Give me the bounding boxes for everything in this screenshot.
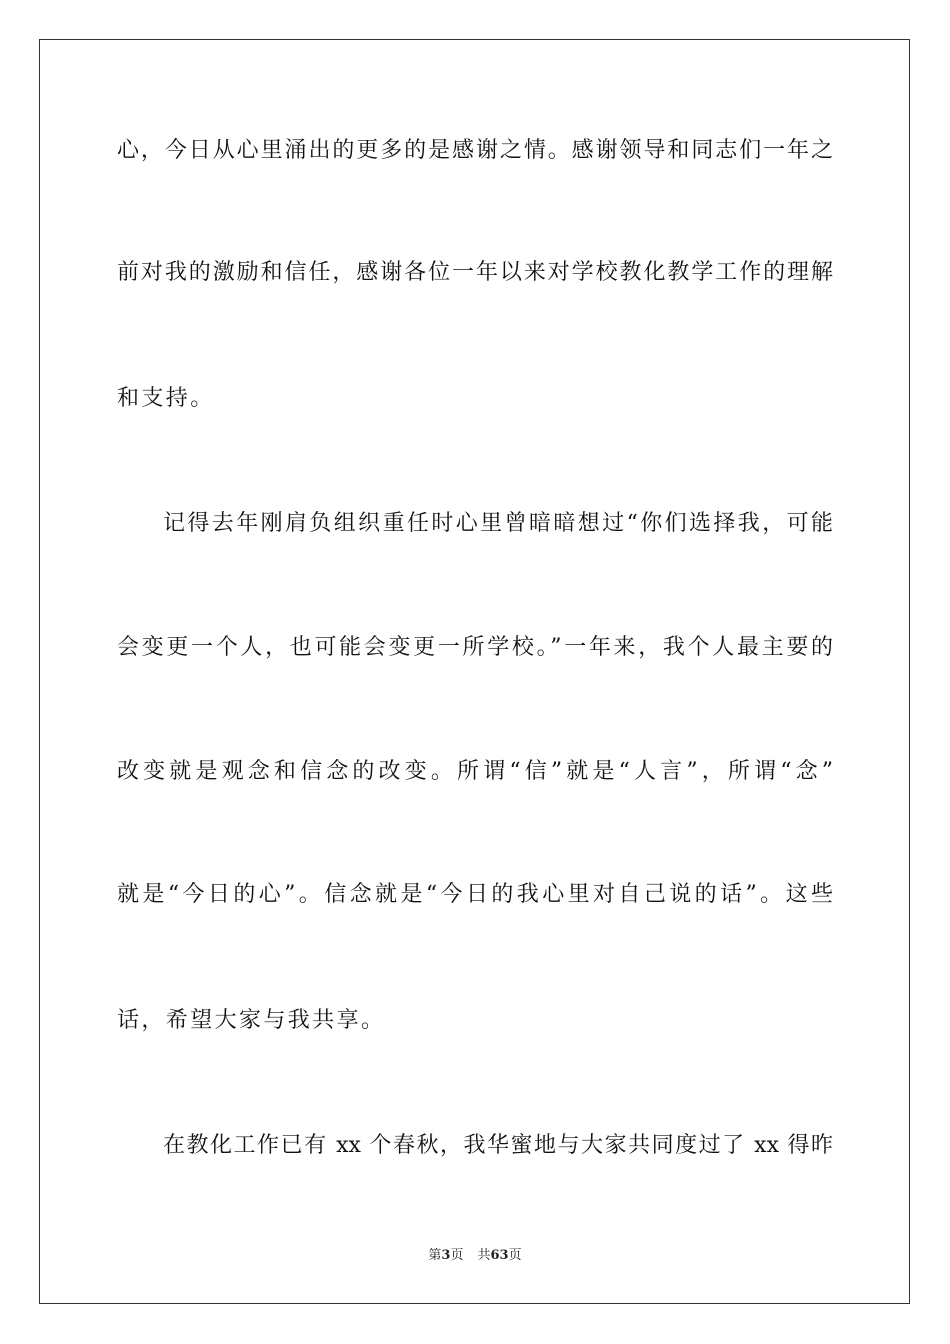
text-line-9: 在教化工作已有 xx 个春秋，我华蜜地与大家共同度过了 xx 得昨 <box>163 1133 833 1158</box>
page-footer <box>0 1248 950 1264</box>
text-line-1: 心，今日从心里涌出的更多的是感谢之情。感谢领导和同志们一年之 <box>117 138 833 163</box>
text-line-2: 前对我的激励和信任，感谢各位一年以来对学校教化教学工作的理解 <box>117 260 833 285</box>
page-prefix: 第 <box>428 1248 442 1263</box>
total-suffix: 页 <box>508 1248 522 1263</box>
text-line-5: 会变更一个人，也可能会变更一所学校。”一年来，我个人最主要的 <box>117 635 833 660</box>
page-number: 3 <box>441 1248 451 1263</box>
text-line-3: 和支持。 <box>117 386 215 411</box>
page-border <box>39 39 910 1304</box>
text-line-7: 就是“今日的心”。信念就是“今日的我心里对自己说的话”。这些 <box>117 882 833 907</box>
total-prefix: 共 <box>477 1248 491 1263</box>
page-suffix: 页 <box>450 1248 464 1263</box>
text-line-4: 记得去年刚肩负组织重任时心里曾暗暗想过“你们选择我，可能 <box>163 511 833 536</box>
text-line-6: 改变就是观念和信念的改变。所谓“信”就是“人言”，所谓“念” <box>117 759 833 784</box>
text-line-8: 话，希望大家与我共享。 <box>117 1008 386 1033</box>
total-pages: 63 <box>490 1248 509 1263</box>
